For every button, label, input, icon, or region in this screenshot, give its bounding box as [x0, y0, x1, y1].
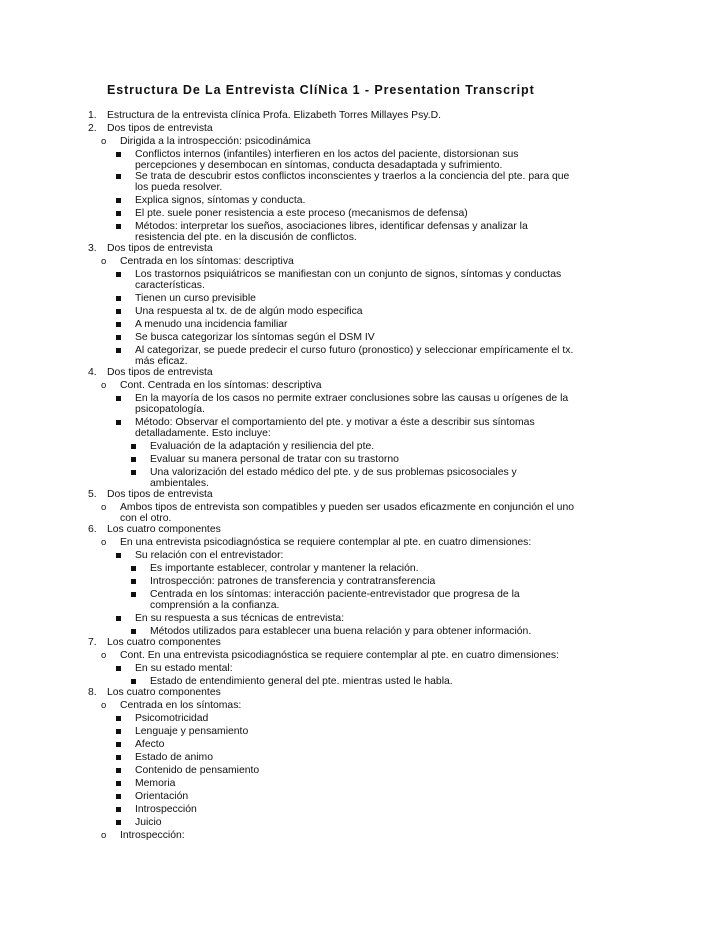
outline-line: Una respuesta al tx. de de algún modo especifica: [135, 306, 363, 317]
outline-line: En la mayoría de los casos no permite extraer conclusiones sobre las causas u orígenes de la: [135, 393, 569, 404]
outline-heading: Dos tipos de entrevista: [107, 367, 213, 378]
outline-line: psicopatología.: [135, 404, 205, 415]
outline-line: Métodos: interpretar los sueños, asociaciones libres, identificar defensas y analizar la: [135, 221, 528, 232]
outline-heading: Los cuatro componentes: [107, 687, 221, 698]
outline-line: Es importante establecer, controlar y mantener la relación.: [150, 563, 419, 574]
outline-line: Lenguaje y pensamiento: [135, 726, 249, 737]
outline-line: Método: Observar el comportamiento del pte. y motivar a éste a describir sus síntomas: [135, 417, 535, 428]
square-bullet-icon: [116, 553, 121, 558]
outline-line: Evaluación de la adaptación y resiliencia del pte.: [150, 441, 375, 452]
hollow-bullet-icon: o: [101, 537, 107, 548]
outline-line: Afecto: [135, 739, 165, 750]
outline-line: Contenido de pensamiento: [135, 765, 260, 776]
outline-line: Se trata de descubrir estos conflictos inconscientes y traerlos a la conciencia del pte. para que: [135, 171, 570, 182]
hollow-bullet-icon: o: [101, 256, 107, 267]
square-bullet-icon: [116, 272, 121, 277]
outline-line: Memoria: [135, 778, 176, 789]
outline-heading: Dos tipos de entrevista: [107, 243, 213, 254]
outline-line: detalladamente. Esto incluye:: [135, 428, 271, 439]
hollow-bullet-icon: o: [101, 136, 107, 147]
square-bullet-icon: [116, 768, 121, 773]
square-bullet-icon: [116, 716, 121, 721]
square-bullet-icon: [131, 679, 136, 684]
outline-line: ambientales.: [150, 478, 209, 489]
hollow-bullet-icon: o: [101, 830, 107, 841]
outline-line: Su relación con el entrevistador:: [135, 550, 284, 561]
outline-line: Centrada en los síntomas: interacción paciente-entrevistador que progresa de la: [150, 589, 520, 600]
square-bullet-icon: [116, 396, 121, 401]
outline-line: resistencia del pte. en la discusión de conflictos.: [135, 232, 357, 243]
outline-line: Juicio: [135, 817, 162, 828]
outline-line: Orientación: [135, 791, 189, 802]
outline-line: Introspección: patrones de transferencia y contratransferencia: [150, 576, 436, 587]
square-bullet-icon: [116, 335, 121, 340]
square-bullet-icon: [116, 224, 121, 229]
outline-line: Explica signos, síntomas y conducta.: [135, 195, 306, 206]
square-bullet-icon: [116, 309, 121, 314]
outline-heading: Estructura de la entrevista clínica Profa. Elizabeth Torres Millayes Psy.D.: [107, 110, 441, 121]
outline-line: comprensión a la confianza.: [150, 600, 280, 611]
hollow-bullet-icon: o: [101, 502, 107, 513]
item-number: 1.: [88, 110, 97, 121]
outline-line: Se busca categorizar los síntomas según el DSM IV: [135, 332, 375, 343]
item-number: 2.: [88, 123, 97, 134]
outline-line: Introspección: [135, 804, 197, 815]
square-bullet-icon: [116, 729, 121, 734]
outline-heading: Los cuatro componentes: [107, 524, 221, 535]
outline-line: En una entrevista psicodiagnóstica se requiere contemplar al pte. en cuatro dimensiones:: [120, 537, 532, 548]
outline-line: Los trastornos psiquiátricos se manifiestan con un conjunto de signos, síntomas y conductas: [135, 269, 562, 280]
square-bullet-icon: [116, 755, 121, 760]
item-number: 7.: [88, 637, 97, 648]
hollow-bullet-icon: o: [101, 380, 107, 391]
square-bullet-icon: [116, 296, 121, 301]
outline-line: Centrada en los síntomas: descriptiva: [120, 256, 294, 267]
square-bullet-icon: [131, 470, 136, 475]
outline-line: Centrada en los síntomas:: [120, 700, 242, 711]
outline-line: A menudo una incidencia familiar: [135, 319, 288, 330]
square-bullet-icon: [131, 566, 136, 571]
square-bullet-icon: [116, 794, 121, 799]
outline-line: En su respuesta a sus técnicas de entrevista:: [135, 613, 345, 624]
outline-line: Dirigida a la introspección: psicodinámica: [120, 136, 311, 147]
square-bullet-icon: [116, 616, 121, 621]
outline-line: características.: [135, 280, 205, 291]
outline-line: Cont. En una entrevista psicodiagnóstica se requiere contemplar al pte. en cuatro dimensiones:: [120, 650, 559, 661]
square-bullet-icon: [131, 629, 136, 634]
square-bullet-icon: [131, 444, 136, 449]
square-bullet-icon: [116, 322, 121, 327]
outline-line: Cont. Centrada en los síntomas: descriptiva: [120, 380, 322, 391]
outline-heading: Dos tipos de entrevista: [107, 489, 213, 500]
square-bullet-icon: [116, 820, 121, 825]
outline-line: Ambos tipos de entrevista son compatibles y pueden ser usados eficazmente en conjunción el uno: [120, 502, 574, 513]
square-bullet-icon: [116, 174, 121, 179]
outline-line: Conflictos internos (infantiles) interfieren en los actos del paciente, distorsionan sus: [135, 149, 519, 160]
square-bullet-icon: [116, 420, 121, 425]
outline-line: Estado de entendimiento general del pte. mientras usted le habla.: [150, 676, 453, 687]
outline-heading: Dos tipos de entrevista: [107, 123, 213, 134]
square-bullet-icon: [116, 781, 121, 786]
outline-line: Psicomotricidad: [135, 713, 209, 724]
outline-line: Una valorización del estado médico del pte. y de sus problemas psicosociales y: [150, 467, 517, 478]
outline-line: El pte. suele poner resistencia a este proceso (mecanismos de defensa): [135, 208, 468, 219]
item-number: 5.: [88, 489, 97, 500]
outline-heading: Los cuatro componentes: [107, 637, 221, 648]
square-bullet-icon: [116, 152, 121, 157]
item-number: 4.: [88, 367, 97, 378]
outline-line: los pueda resolver.: [135, 182, 223, 193]
square-bullet-icon: [131, 457, 136, 462]
square-bullet-icon: [116, 211, 121, 216]
outline-line: con el otro.: [120, 513, 172, 524]
outline-line: Introspección:: [120, 830, 185, 841]
square-bullet-icon: [116, 807, 121, 812]
item-number: 8.: [88, 687, 97, 698]
outline-line: En su estado mental:: [135, 663, 233, 674]
page-title: Estructura De La Entrevista ClíNica 1 - Presentation Transcript: [107, 83, 535, 97]
square-bullet-icon: [116, 348, 121, 353]
hollow-bullet-icon: o: [101, 650, 107, 661]
outline-line: Métodos utilizados para establecer una buena relación y para obtener información.: [150, 626, 532, 637]
square-bullet-icon: [116, 742, 121, 747]
square-bullet-icon: [131, 579, 136, 584]
item-number: 3.: [88, 243, 97, 254]
outline-line: Evaluar su manera personal de tratar con su trastorno: [150, 454, 399, 465]
square-bullet-icon: [116, 666, 121, 671]
outline-line: más eficaz.: [135, 356, 188, 367]
square-bullet-icon: [116, 198, 121, 203]
outline-line: percepciones y desembocan en síntomas, conducta desadaptada y sufrimiento.: [135, 160, 503, 171]
item-number: 6.: [88, 524, 97, 535]
square-bullet-icon: [131, 592, 136, 597]
outline-line: Estado de animo: [135, 752, 213, 763]
hollow-bullet-icon: o: [101, 700, 107, 711]
outline-line: Al categorizar, se puede predecir el curso futuro (pronostico) y seleccionar empíricamente el tx.: [135, 345, 574, 356]
outline-line: Tienen un curso previsible: [135, 293, 256, 304]
